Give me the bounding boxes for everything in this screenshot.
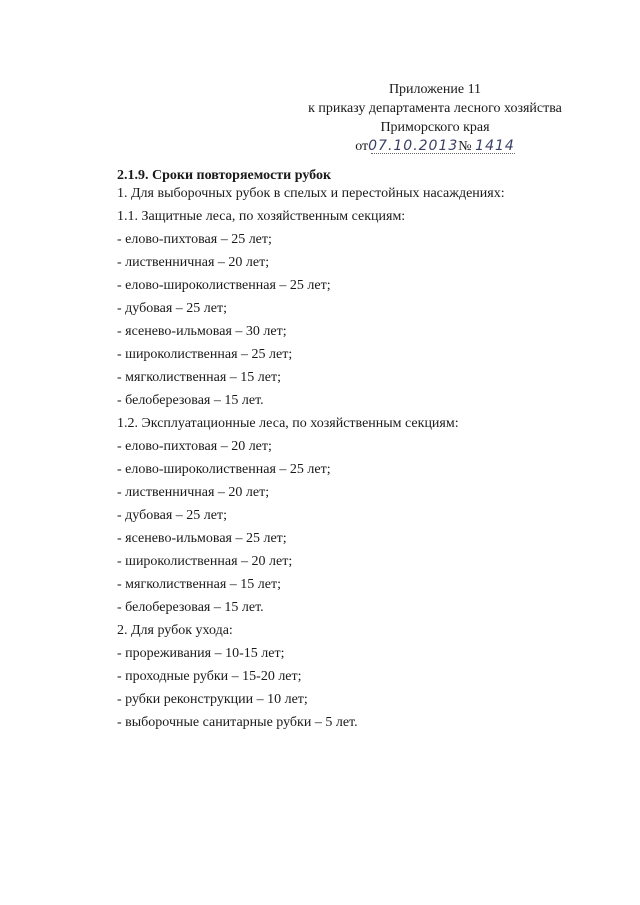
section-title: 2.1.9. Сроки повторяемости рубок — [117, 168, 332, 183]
list-item: - ясеневo-ильмовая – 25 лет; — [117, 531, 287, 546]
list-item: - дубовая – 25 лет; — [117, 508, 228, 523]
list-item: - лиственничная – 20 лет; — [117, 485, 270, 500]
list-item: 1. Для выборочных рубок в спелых и перестойных насаждениях: — [117, 186, 505, 201]
list-item: - широколиственная – 25 лет; — [117, 347, 293, 362]
date-underline — [371, 153, 515, 154]
list-item: - белоберезовая – 15 лет. — [117, 393, 264, 408]
region-name: Приморского края — [380, 120, 490, 135]
list-item: - рубки реконструкции – 10 лет; — [117, 692, 308, 707]
appendix-header — [300, 80, 570, 156]
handwritten-number: 1414 — [475, 138, 515, 154]
list-item: - елово-пихтовая – 25 лет; — [117, 232, 272, 247]
list-item: - елово-широколиственная – 25 лет; — [117, 462, 331, 477]
date-field — [355, 137, 515, 156]
date-number-line — [300, 137, 570, 156]
list-item: 1.1. Защитные леса, по хозяйственным секциям: — [117, 209, 406, 224]
list-item: 1.2. Эксплуатационные леса, по хозяйственным секциям: — [117, 416, 459, 431]
list-item: - дубовая – 25 лет; — [117, 301, 228, 316]
list-item: - прореживания – 10-15 лет; — [117, 646, 285, 661]
list-item: - белоберезовая – 15 лет. — [117, 600, 264, 615]
list-item: - широколиственная – 20 лет; — [117, 554, 293, 569]
list-item: - проходные рубки – 15-20 лет; — [117, 669, 302, 684]
list-item: 2. Для рубок ухода: — [117, 623, 233, 638]
appendix-number: Приложение 11 — [388, 82, 482, 97]
order-reference: к приказу департамента лесного хозяйства — [308, 101, 562, 116]
list-item: - лиственничная – 20 лет; — [117, 255, 270, 270]
list-item: - мягколиственная – 15 лет; — [117, 370, 282, 385]
item-list — [117, 184, 587, 736]
number-prefix: № — [458, 139, 472, 154]
list-item: - ясенево-ильмовая – 30 лет; — [117, 324, 287, 339]
list-item: - елово-широколиственная – 25 лет; — [117, 278, 331, 293]
document-body — [117, 166, 587, 736]
list-item: - выборочные санитарные рубки – 5 лет. — [117, 715, 358, 730]
handwritten-date: 07.10.2013 — [368, 138, 459, 154]
list-item: - мягколиственная – 15 лет; — [117, 577, 282, 592]
date-prefix: от — [355, 139, 369, 154]
list-item: - елово-пихтовая – 20 лет; — [117, 439, 272, 454]
